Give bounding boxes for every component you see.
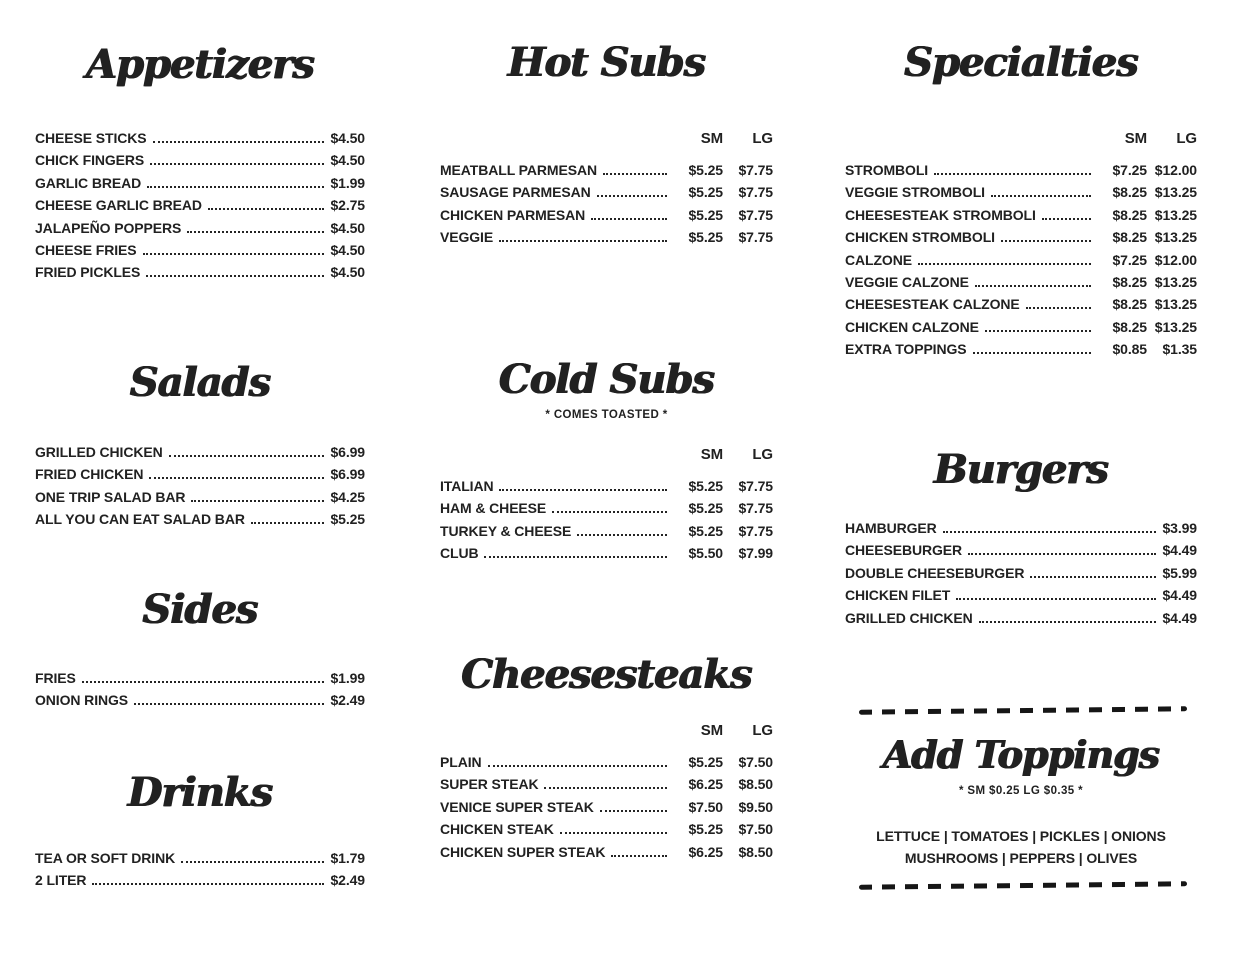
item-price-sm: $5.25 — [688, 754, 723, 770]
section-burgers — [845, 445, 1197, 632]
item-price: $4.50 — [330, 219, 365, 236]
menu-item-row — [35, 152, 365, 174]
menu-item-row — [440, 821, 773, 843]
item-price: $1.79 — [330, 850, 365, 866]
item-name: CHEESEBURGER — [845, 542, 963, 559]
section-drinks — [35, 768, 365, 895]
menu-item-row — [35, 444, 365, 466]
salads-title: Salads — [129, 359, 271, 406]
dashed-divider-top — [859, 706, 1187, 714]
item-price: $2.49 — [330, 872, 365, 889]
dotted-leader — [1030, 576, 1156, 578]
dotted-leader — [1042, 218, 1091, 220]
item-name: SUPER STEAK — [440, 776, 539, 793]
item-price: $3.99 — [1162, 520, 1197, 536]
item-price-sm: $5.50 — [688, 545, 723, 562]
dotted-leader — [603, 173, 667, 175]
item-price: $6.99 — [330, 444, 365, 460]
item-name: ONE TRIP SALAD BAR — [35, 488, 186, 505]
item-price-sm: $5.25 — [688, 229, 723, 246]
item-name: CHICKEN SUPER STEAK — [440, 843, 606, 860]
item-price-lg: $13.25 — [1154, 229, 1197, 246]
item-name: ALL YOU CAN EAT SALAD BAR — [35, 511, 245, 528]
size-label-sm: SM — [700, 722, 723, 739]
item-price-sm: $5.25 — [688, 821, 723, 838]
section-hot-subs — [440, 38, 773, 252]
sides-items — [35, 670, 365, 715]
menu-item-row — [35, 850, 365, 872]
menu-item-row — [440, 754, 773, 776]
menu-item-row — [35, 242, 365, 264]
item-price-sm: $8.25 — [1112, 296, 1147, 313]
item-name: PLAIN — [440, 754, 482, 770]
section-specialties — [845, 38, 1197, 364]
item-name: CHEESESTEAK CALZONE — [845, 296, 1020, 313]
burgers-title: Burgers — [934, 446, 1108, 493]
drinks-items — [35, 850, 365, 895]
menu-item-row — [440, 799, 773, 821]
size-header — [845, 130, 1197, 152]
menu-item-row — [845, 565, 1197, 587]
dotted-leader — [251, 522, 325, 524]
item-name: CHICKEN FILET — [845, 587, 951, 604]
item-name: CHICKEN PARMESAN — [440, 206, 586, 223]
dotted-leader — [1001, 240, 1091, 242]
menu-item-row — [440, 844, 773, 866]
dotted-leader — [577, 534, 667, 536]
item-name: ONION RINGS — [35, 692, 129, 709]
dotted-leader — [956, 598, 1156, 600]
size-header — [440, 130, 773, 152]
dotted-leader — [143, 253, 325, 255]
item-name: HAM & CHEESE — [440, 500, 547, 517]
section-add-toppings — [845, 708, 1197, 888]
item-price-sm: $5.25 — [688, 184, 723, 201]
item-price: $4.50 — [330, 264, 365, 281]
appetizers-items — [35, 130, 365, 287]
dotted-leader — [149, 477, 324, 479]
salads-items — [35, 444, 365, 534]
size-label-lg: LG — [1176, 130, 1197, 147]
dotted-leader — [985, 330, 1091, 332]
menu-item-row — [35, 670, 365, 692]
menu-item-row — [35, 466, 365, 488]
item-price: $4.25 — [330, 488, 365, 505]
hot-subs-title: Hot Subs — [507, 39, 706, 86]
cold-subs-note: * COMES TOASTED * — [545, 409, 668, 421]
item-price-lg: $13.25 — [1154, 184, 1197, 201]
size-label-lg: LG — [752, 446, 773, 463]
item-price-lg: $9.50 — [738, 798, 773, 815]
item-name: CHEESESTEAK STROMBOLI — [845, 206, 1036, 223]
item-name: VEGGIE — [440, 229, 494, 246]
item-price-sm: $8.25 — [1112, 273, 1147, 290]
menu-item-row — [440, 229, 773, 251]
item-name: GRILLED CHICKEN — [845, 609, 973, 626]
section-cheesesteaks — [440, 650, 773, 866]
item-name: CHEESE GARLIC BREAD — [35, 197, 202, 214]
item-price-lg: $13.25 — [1154, 206, 1197, 223]
size-header — [440, 722, 773, 744]
item-price: $5.25 — [330, 511, 365, 528]
item-price-sm: $5.25 — [688, 206, 723, 223]
dotted-leader — [1026, 307, 1091, 309]
toppings-line-1: LETTUCE | TOMATOES | PICKLES | ONIONS — [876, 828, 1166, 844]
section-appetizers — [35, 40, 365, 287]
item-name: CHEESE STICKS — [35, 130, 147, 146]
item-name: SAUSAGE PARMESAN — [440, 184, 591, 201]
item-price-sm: $6.25 — [688, 843, 723, 860]
item-name: VEGGIE STROMBOLI — [845, 184, 985, 201]
menu-item-row — [440, 162, 773, 184]
section-cold-subs — [440, 355, 773, 568]
item-price-lg: $13.25 — [1154, 296, 1197, 313]
item-price: $4.49 — [1162, 542, 1197, 559]
dotted-leader — [147, 186, 324, 188]
item-price: $2.49 — [330, 692, 365, 709]
menu-item-row — [440, 184, 773, 206]
menu-item-row — [35, 175, 365, 197]
dashed-divider-bottom — [859, 881, 1187, 889]
add-toppings-title: Add Toppings — [882, 732, 1160, 777]
item-price-lg: $12.00 — [1154, 162, 1197, 178]
dotted-leader — [597, 195, 667, 197]
dotted-leader — [134, 703, 324, 705]
item-price-sm: $7.25 — [1112, 162, 1147, 178]
menu-item-row — [845, 542, 1197, 564]
item-name: STROMBOLI — [845, 162, 929, 178]
size-label-sm: SM — [700, 130, 723, 147]
menu-item-row — [35, 130, 365, 152]
cold-subs-items — [440, 478, 773, 568]
toppings-line-2: MUSHROOMS | PEPPERS | OLIVES — [904, 850, 1138, 866]
size-label-sm: SM — [1124, 130, 1147, 147]
item-price: $4.50 — [330, 241, 365, 258]
item-name: VENICE SUPER STEAK — [440, 798, 594, 815]
item-name: FRIED CHICKEN — [35, 466, 144, 483]
dotted-leader — [484, 556, 667, 558]
item-price: $4.50 — [330, 152, 365, 169]
item-name: ITALIAN — [440, 478, 494, 494]
item-price-sm: $5.25 — [688, 478, 723, 494]
menu-item-row — [35, 489, 365, 511]
item-price-sm: $7.50 — [688, 798, 723, 815]
item-price: $1.99 — [330, 670, 365, 686]
dotted-leader — [187, 231, 324, 233]
item-price: $4.49 — [1162, 587, 1197, 604]
item-price-sm: $5.25 — [688, 500, 723, 517]
cheesesteaks-title: Cheesesteaks — [461, 651, 752, 698]
dotted-leader — [181, 861, 324, 863]
item-price-sm: $8.25 — [1112, 184, 1147, 201]
dotted-leader — [560, 832, 667, 834]
item-name: EXTRA TOPPINGS — [845, 341, 967, 358]
menu-item-row — [440, 523, 773, 545]
cheesesteaks-items — [440, 754, 773, 866]
item-name: JALAPEÑO POPPERS — [35, 219, 182, 236]
item-name: GARLIC BREAD — [35, 174, 142, 191]
item-price-lg: $13.25 — [1154, 318, 1197, 335]
menu-item-row — [35, 872, 365, 894]
menu-item-row — [35, 511, 365, 533]
menu-item-row — [35, 197, 365, 219]
size-header — [440, 446, 773, 468]
menu-item-row — [845, 162, 1197, 184]
dotted-leader — [499, 240, 667, 242]
dotted-leader — [153, 141, 325, 143]
menu-item-row — [845, 252, 1197, 274]
item-price: $5.99 — [1162, 564, 1197, 581]
specialties-title: Specialties — [904, 39, 1138, 86]
item-price: $1.99 — [330, 174, 365, 191]
item-name: CHICKEN STROMBOLI — [845, 229, 995, 246]
menu-item-row — [845, 296, 1197, 318]
item-price-lg: $1.35 — [1162, 341, 1197, 358]
item-name: CHICKEN STEAK — [440, 821, 554, 838]
menu-item-row — [35, 220, 365, 242]
cold-subs-title: Cold Subs — [498, 356, 715, 403]
dotted-leader — [208, 208, 325, 210]
item-price-lg: $7.50 — [738, 754, 773, 770]
add-toppings-price-note: * SM $0.25 LG $0.35 * — [958, 785, 1084, 797]
item-price-lg: $7.75 — [738, 184, 773, 201]
dotted-leader — [488, 765, 667, 767]
item-name: MEATBALL PARMESAN — [440, 162, 597, 178]
item-name: DOUBLE CHEESEBURGER — [845, 564, 1025, 581]
dotted-leader — [92, 883, 324, 885]
item-name: FRIES — [35, 670, 76, 686]
item-name: TEA OR SOFT DRINK — [35, 850, 176, 866]
item-price-lg: $12.00 — [1154, 251, 1197, 268]
item-price-lg: $7.99 — [738, 545, 773, 562]
item-price-sm: $5.25 — [688, 522, 723, 539]
menu-item-row — [845, 207, 1197, 229]
menu-item-row — [845, 587, 1197, 609]
item-name: CHEESE FRIES — [35, 241, 137, 258]
dotted-leader — [146, 275, 324, 277]
item-price: $4.50 — [330, 130, 365, 146]
item-price-lg: $7.75 — [738, 229, 773, 246]
dotted-leader — [552, 511, 667, 513]
item-name: CALZONE — [845, 251, 912, 268]
item-price-sm: $7.25 — [1112, 251, 1147, 268]
menu-item-row — [440, 776, 773, 798]
menu-item-row — [845, 610, 1197, 632]
item-price-lg: $7.75 — [738, 162, 773, 178]
item-price-sm: $6.25 — [688, 776, 723, 793]
item-price-lg: $8.50 — [738, 843, 773, 860]
item-price-sm: $0.85 — [1112, 341, 1147, 358]
specialties-items — [845, 162, 1197, 364]
menu-item-row — [35, 264, 365, 286]
dotted-leader — [600, 810, 667, 812]
menu-item-row — [440, 545, 773, 567]
item-price-sm: $8.25 — [1112, 229, 1147, 246]
burgers-items — [845, 520, 1197, 632]
dotted-leader — [611, 855, 667, 857]
dotted-leader — [150, 163, 324, 165]
size-label-lg: LG — [752, 130, 773, 147]
item-name: CHICKEN CALZONE — [845, 318, 979, 335]
dotted-leader — [975, 285, 1091, 287]
item-name: FRIED PICKLES — [35, 264, 141, 281]
item-price-lg: $13.25 — [1154, 273, 1197, 290]
item-name: CHICK FINGERS — [35, 152, 145, 169]
menu-item-row — [845, 184, 1197, 206]
item-name: VEGGIE CALZONE — [845, 273, 969, 290]
dotted-leader — [991, 195, 1091, 197]
dotted-leader — [499, 489, 667, 491]
item-price-sm: $5.25 — [688, 162, 723, 178]
item-price-lg: $7.50 — [738, 821, 773, 838]
item-name: HAMBURGER — [845, 520, 937, 536]
menu-item-row — [440, 500, 773, 522]
item-price-sm: $8.25 — [1112, 206, 1147, 223]
section-salads — [35, 358, 365, 534]
size-label-sm: SM — [700, 446, 723, 463]
hot-subs-items — [440, 162, 773, 252]
item-name: CLUB — [440, 545, 479, 562]
item-price-lg: $7.75 — [738, 522, 773, 539]
size-label-lg: LG — [752, 722, 773, 739]
dotted-leader — [918, 263, 1091, 265]
appetizers-title: Appetizers — [86, 41, 314, 88]
menu-item-row — [845, 520, 1197, 542]
menu-item-row — [440, 478, 773, 500]
dotted-leader — [169, 455, 325, 457]
dotted-leader — [82, 681, 325, 683]
menu-item-row — [35, 692, 365, 714]
dotted-leader — [943, 531, 1157, 533]
menu-item-row — [845, 229, 1197, 251]
item-name: TURKEY & CHEESE — [440, 522, 572, 539]
item-price-lg: $8.50 — [738, 776, 773, 793]
item-price-lg: $7.75 — [738, 500, 773, 517]
item-name: GRILLED CHICKEN — [35, 444, 163, 460]
menu-item-row — [845, 341, 1197, 363]
item-price-sm: $8.25 — [1112, 318, 1147, 335]
dotted-leader — [979, 621, 1157, 623]
sides-title: Sides — [142, 586, 258, 633]
item-price-lg: $7.75 — [738, 206, 773, 223]
drinks-title: Drinks — [127, 769, 273, 816]
item-price: $2.75 — [330, 197, 365, 214]
dotted-leader — [934, 173, 1091, 175]
section-sides — [35, 585, 365, 715]
dotted-leader — [544, 787, 667, 789]
item-name: 2 LITER — [35, 872, 87, 889]
dotted-leader — [973, 352, 1091, 354]
menu-item-row — [440, 207, 773, 229]
menu-item-row — [845, 274, 1197, 296]
dotted-leader — [191, 500, 324, 502]
menu-item-row — [845, 319, 1197, 341]
dotted-leader — [591, 218, 667, 220]
dotted-leader — [968, 553, 1156, 555]
item-price: $6.99 — [330, 466, 365, 483]
item-price: $4.49 — [1162, 609, 1197, 626]
item-price-lg: $7.75 — [738, 478, 773, 494]
